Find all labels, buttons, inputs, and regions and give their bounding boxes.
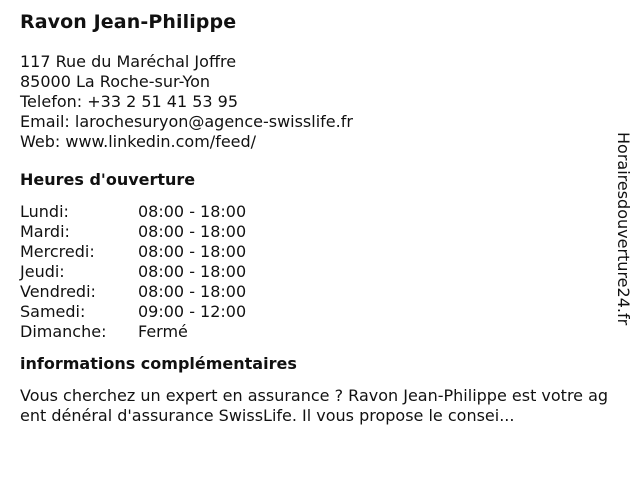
site-watermark: Horairesdouverture24.fr	[614, 132, 633, 326]
email-address[interactable]: Email: larochesuryon@agence-swisslife.fr	[20, 112, 353, 131]
opening-hours-list	[20, 202, 610, 342]
hours-time: 08:00 - 18:00	[138, 242, 247, 261]
opening-hours-title: Heures d'ouverture	[20, 170, 196, 189]
hours-row-saturday	[20, 302, 610, 322]
hours-time: 08:00 - 18:00	[138, 222, 247, 241]
hours-time: 08:00 - 18:00	[138, 202, 247, 221]
hours-time: 08:00 - 18:00	[138, 282, 247, 301]
hours-day: Lundi:	[20, 202, 69, 221]
address-city: 85000 La Roche-sur-Yon	[20, 72, 211, 91]
hours-day: Vendredi:	[20, 282, 96, 301]
hours-time: 09:00 - 12:00	[138, 302, 247, 321]
website-link[interactable]: Web: www.linkedin.com/feed/	[20, 132, 257, 151]
phone-number[interactable]: Telefon: +33 2 51 41 53 95	[20, 92, 239, 111]
business-name: Ravon Jean-Philippe	[20, 11, 237, 33]
business-card	[20, 10, 610, 426]
hours-row-tuesday	[20, 222, 610, 242]
additional-info-text: Vous cherchez un expert en assurance ? Ravon Jean-Philippe est votre agent dénéral d'assurance SwissLife. Il vous propose le consei...	[20, 386, 609, 425]
additional-info-title: informations complémentaires	[20, 354, 297, 373]
hours-day: Mercredi:	[20, 242, 95, 261]
hours-time: 08:00 - 18:00	[138, 262, 247, 281]
hours-row-wednesday	[20, 242, 610, 262]
hours-row-friday	[20, 282, 610, 302]
address-street: 117 Rue du Maréchal Joffre	[20, 52, 237, 71]
hours-day: Dimanche:	[20, 322, 107, 341]
hours-row-thursday	[20, 262, 610, 282]
hours-day: Jeudi:	[20, 262, 65, 281]
hours-time: Fermé	[138, 322, 188, 341]
hours-row-sunday	[20, 322, 610, 342]
hours-day: Mardi:	[20, 222, 70, 241]
hours-day: Samedi:	[20, 302, 86, 321]
hours-row-monday	[20, 202, 610, 222]
